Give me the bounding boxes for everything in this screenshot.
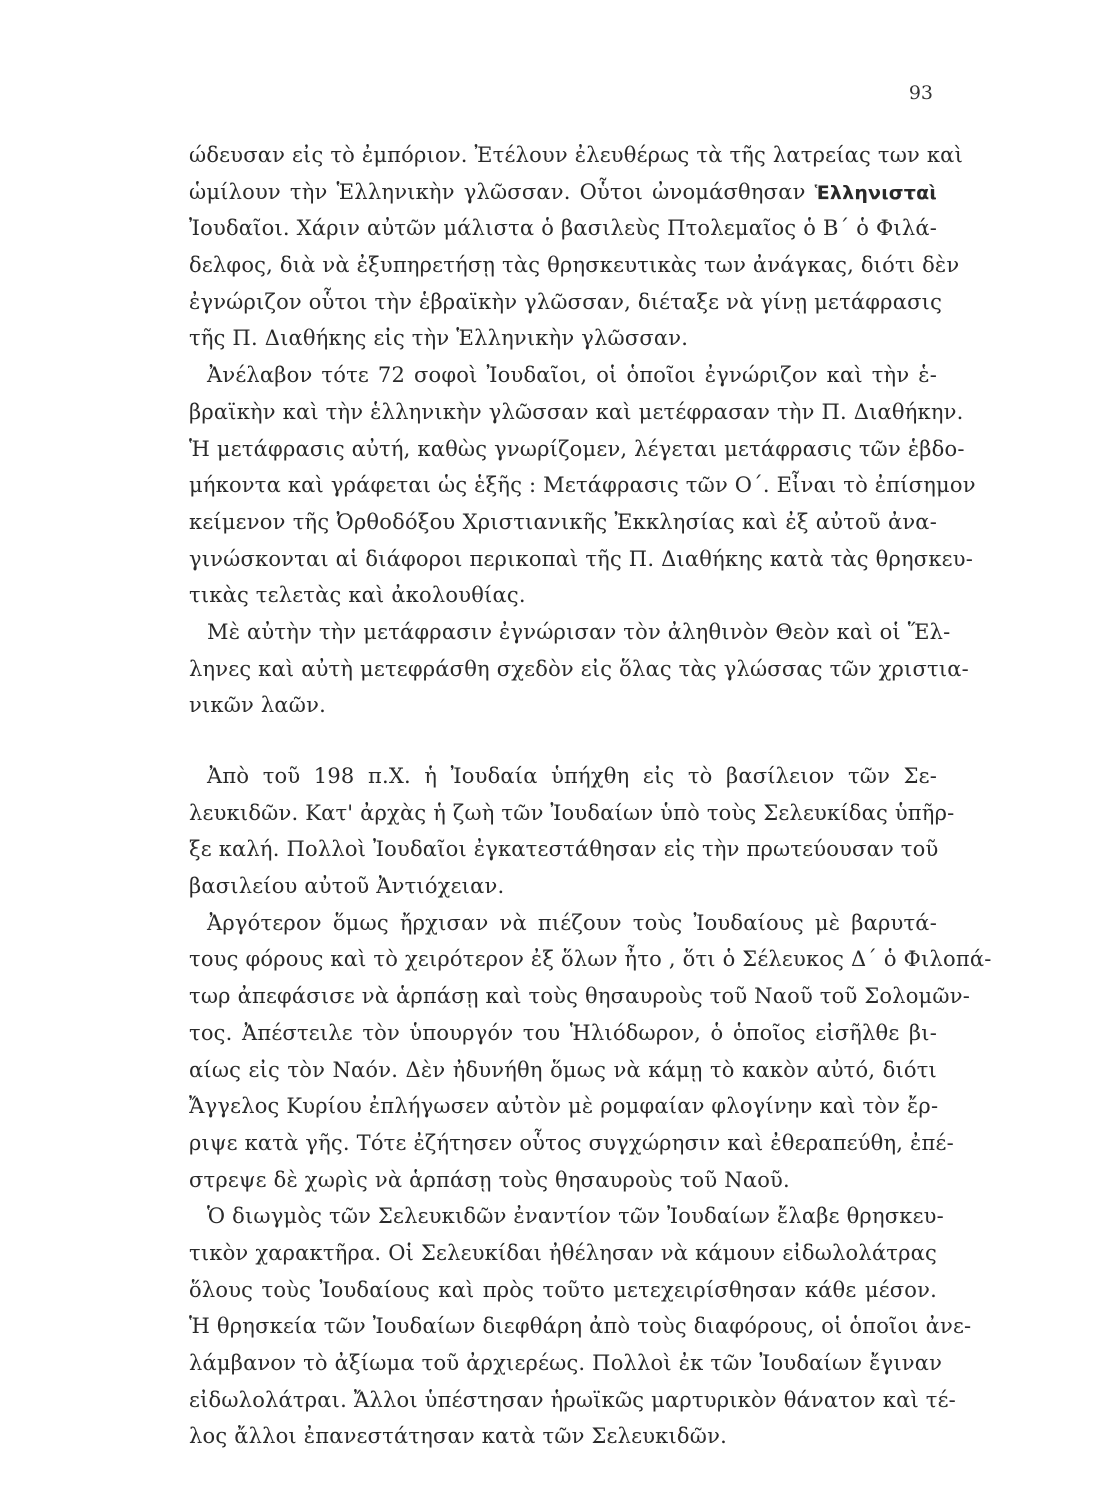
text-line: αίως εἰς τὸν Ναόν. Δὲν ἠδυνήθη ὅμως νὰ κάμῃ τὸ κακὸν αὐτό, διότι (189, 1057, 937, 1082)
text-line: Ἡ θρησκεία τῶν Ἰουδαίων διεφθάρη ἀπὸ τοὺς διαφόρους, οἱ ὁποῖοι ἀνε- (189, 1314, 972, 1339)
text-line: ώδευσαν εἰς τὸ ἐμπόριον. Ἐτέλουν ἐλευθέρως τὰ τῆς λατρείας των καὶ (189, 143, 963, 167)
text-line: βασιλείου αὐτοῦ Ἀντιόχειαν. (189, 874, 505, 899)
text-line: λάμβανον τὸ ἀξίωμα τοῦ ἀρχιερέως. Πολλοὶ ἐκ τῶν Ἰουδαίων ἔγιναν (189, 1351, 943, 1375)
text-line: Ἡ μετάφρασις αὐτή, καθὼς γνωρίζομεν, λέγεται μετάφρασις τῶν ἑβδο- (189, 436, 965, 461)
text-line: Μὲ αὐτὴν τὴν μετάφρασιν ἐγνώρισαν τὸν ἀληθινὸν Θεὸν καὶ οἱ Ἕλ- (207, 619, 951, 644)
text-line: τωρ ἀπεφάσισε νὰ ἁρπάσῃ καὶ τοὺς θησαυροὺς τοῦ Ναοῦ τοῦ Σολομῶν- (189, 984, 970, 1009)
text-line: τικὸν χαρακτῆρα. Οἱ Σελευκίδαι ἠθέλησαν νὰ κάμουν εἰδωλολάτρας (189, 1240, 937, 1265)
text-line: κείμενον τῆς Ὀρθοδόξου Χριστιανικῆς Ἐκκλησίας καὶ ἐξ αὐτοῦ ἀνα- (189, 509, 937, 534)
paragraph (189, 1198, 972, 1455)
text-line: Ἀνέλαβον τότε 72 σοφοὶ Ἰουδαῖοι, οἱ ὁποῖοι ἐγνώριζον καὶ τὴν ἑ- (207, 363, 937, 388)
text-line: ληνες καὶ αὐτὴ μετεφράσθη σχεδὸν εἰς ὅλας τὰς γλώσσας τῶν χριστια- (189, 656, 969, 681)
text-line: ἐγνώριζον οὗτοι τὴν ἑβραϊκὴν γλῶσσαν, διέταξε νὰ γίνῃ μετάφρασις (189, 289, 943, 314)
section-gap (189, 724, 937, 758)
text-line (189, 174, 937, 211)
text-line: Ὁ διωγμὸς τῶν Σελευκιδῶν ἐναντίον τῶν Ἰουδαίων ἔλαβε θρησκευ- (207, 1204, 944, 1229)
text-line: Ἀπὸ τοῦ 198 π.Χ. ἡ Ἰουδαία ὑπήχθη εἰς τὸ βασίλειον τῶν Σε- (207, 764, 937, 788)
text-line: λευκιδῶν. Κατ' ἀρχὰς ἡ ζωὴ τῶν Ἰουδαίων ὑπὸ τοὺς Σελευκίδας ὑπῆρ- (189, 800, 955, 825)
paragraph (189, 758, 955, 905)
paragraph (189, 357, 976, 614)
text-line: Ἰουδαῖοι. Χάριν αὐτῶν μάλιστα ὁ βασιλεὺς Πτολεμαῖος ὁ Β΄ ὁ Φιλά- (189, 216, 937, 241)
text-line: ξε καλή. Πολλοὶ Ἰουδαῖοι ἐγκατεστάθησαν εἰς τὴν πρωτεύουσαν τοῦ (189, 837, 939, 862)
text-line: Ἀργότερον ὅμως ἤρχισαν νὰ πιέζουν τοὺς Ἰουδαίους μὲ βαρυτά- (207, 910, 937, 935)
text-line: τικὰς τελετὰς καὶ ἀκολουθίας. (189, 583, 526, 608)
text-line: ὅλους τοὺς Ἰουδαίους καὶ πρὸς τοῦτο μετεχειρίσθησαν κάθε μέσον. (189, 1277, 937, 1302)
paragraph (189, 905, 992, 1199)
text-line: νικῶν λαῶν. (189, 693, 326, 718)
text-line: τος. Ἀπέστειλε τὸν ὑπουργόν του Ἡλιόδωρον, ὁ ὁποῖος εἰσῆλθε βι- (189, 1020, 937, 1045)
text-line: τους φόρους καὶ τὸ χειρότερον ἐξ ὅλων ἦτο , ὅτι ὁ Σέλευκος Δ΄ ὁ Φιλοπά- (189, 947, 992, 972)
text-line: τῆς Π. Διαθήκης εἰς τὴν Ἑλληνικὴν γλῶσσαν. (189, 326, 689, 351)
page-number: 93 (908, 82, 933, 104)
text-line: βραϊκὴν καὶ τὴν ἑλληνικὴν γλῶσσαν καὶ μετέφρασαν τὴν Π. Διαθήκην. (189, 399, 964, 424)
emphasis-term: Ἑλληνισταὶ (814, 181, 937, 204)
text-line: ριψε κατὰ γῆς. Τότε ἐζήτησεν οὗτος συγχώρησιν καὶ ἐθεραπεύθη, ἐπέ- (189, 1130, 954, 1155)
text-line: στρεψε δὲ χωρὶς νὰ ἁρπάσῃ τοὺς θησαυροὺς τοῦ Ναοῦ. (189, 1167, 790, 1192)
text-line: Ἄγγελος Κυρίου ἐπλήγωσεν αὐτὸν μὲ ρομφαίαν φλογίνην καὶ τὸν ἔρ- (189, 1094, 939, 1119)
paragraph (189, 614, 969, 724)
text-line: εἰδωλολάτραι. Ἄλλοι ὑπέστησαν ἡρωϊκῶς μαρτυρικὸν θάνατον καὶ τέ- (189, 1387, 956, 1412)
text-line: γινώσκονται αἱ διάφοροι περικοπαὶ τῆς Π. Διαθήκης κατὰ τὰς θρησκευ- (189, 546, 974, 571)
paragraph (189, 137, 963, 357)
text-span: ὡμίλουν τὴν Ἑλληνικὴν γλῶσσαν. Οὗτοι ὠνομάσθησαν (189, 179, 815, 204)
body-text (189, 137, 992, 1455)
text-line: λος ἄλλοι ἐπανεστάτησαν κατὰ τῶν Σελευκιδῶν. (189, 1424, 727, 1449)
text-line: μήκοντα καὶ γράφεται ὡς ἑξῆς : Μετάφρασις τῶν Ο΄. Εἶναι τὸ ἐπίσημον (189, 473, 976, 498)
text-line: δελφος, διὰ νὰ ἐξυπηρετήσῃ τὰς θρησκευτικὰς των ἀνάγκας, διότι δὲν (189, 253, 960, 278)
